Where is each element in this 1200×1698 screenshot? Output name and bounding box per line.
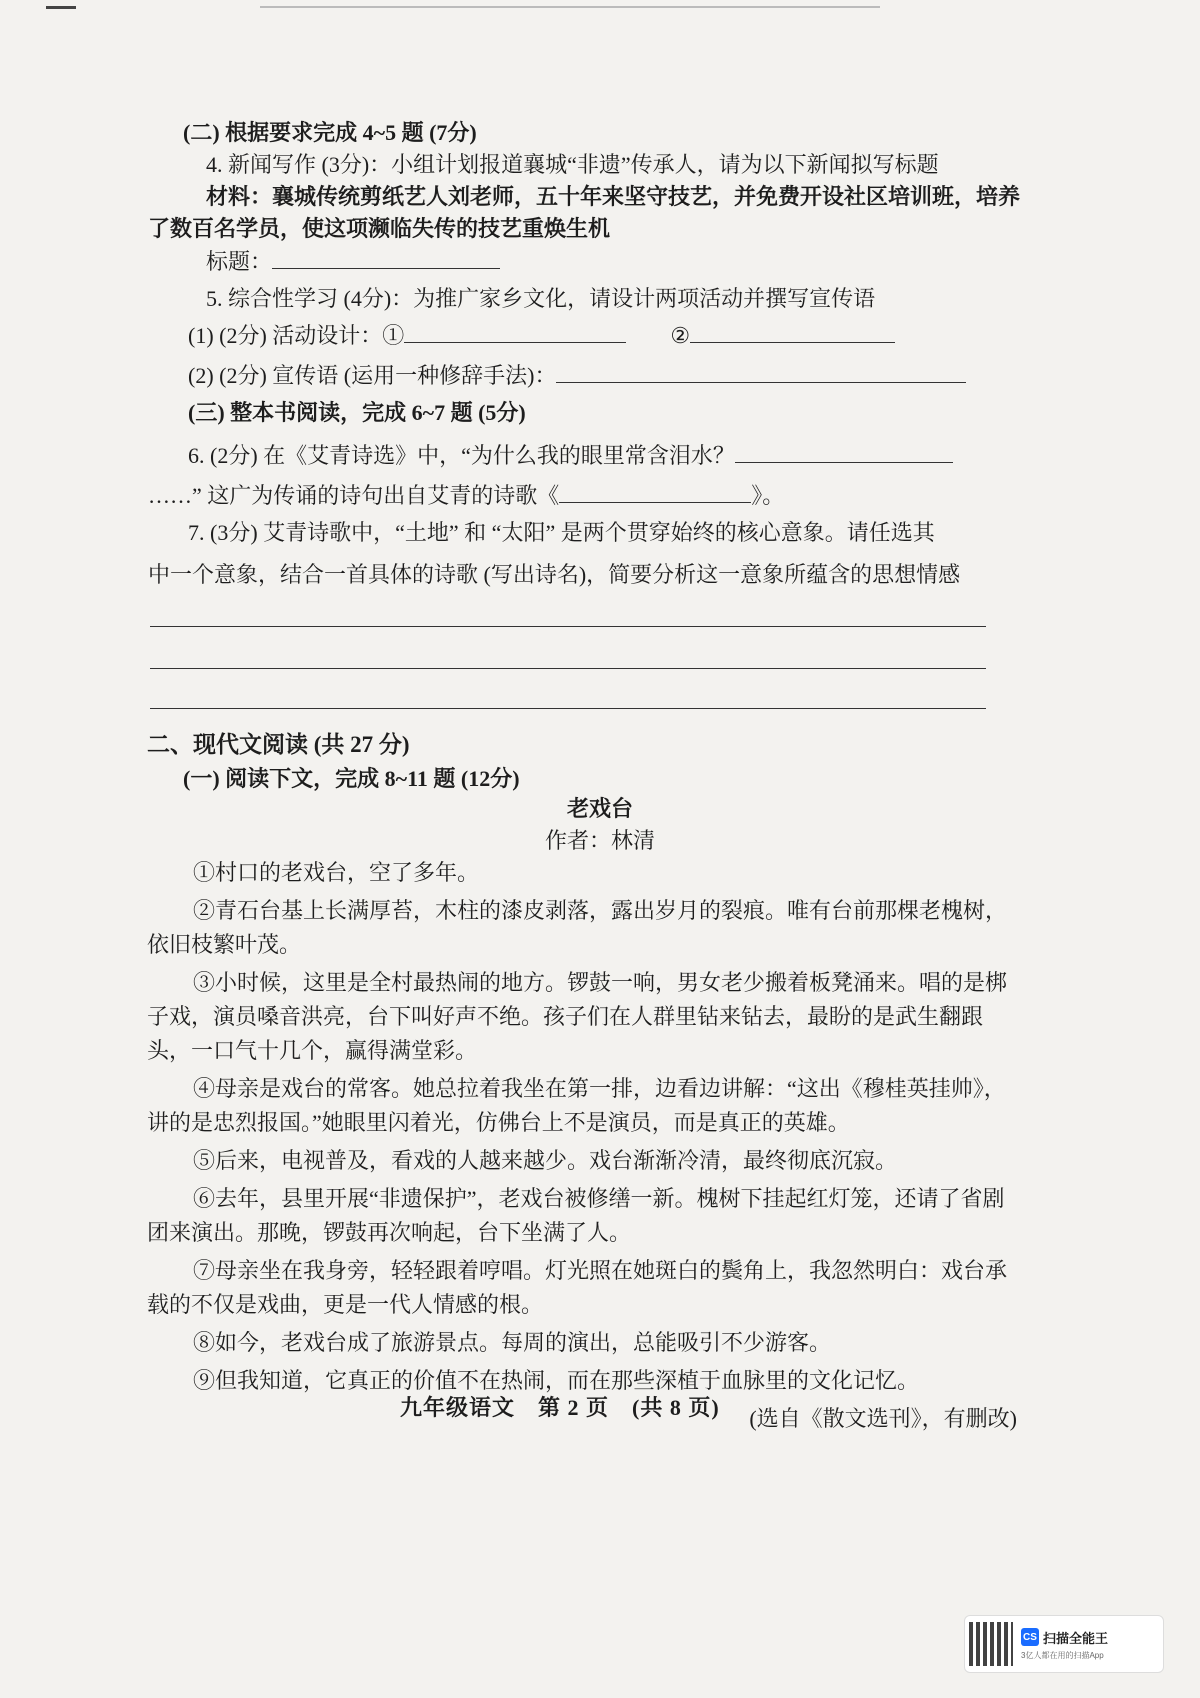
section3-header: (三) 整本书阅读，完成 6~7 题 (5分): [188, 400, 526, 425]
q4-title-label: 标题：: [206, 249, 273, 274]
article-paragraph-4: ④母亲是戏台的常客。她总拉着我坐在第一排，边看边讲解：“这出《穆桂英挂帅》，讲的是忠烈报国。”她眼里闪着光，仿佛台上不是演员，而是真正的英雄。: [147, 1076, 1006, 1135]
scanner-app-name: 扫描全能王: [1043, 1630, 1109, 1646]
q7-line2: 中一个意象，结合一首具体的诗歌 (写出诗名)，简要分析这一意象所蕴含的思想情感: [148, 562, 961, 587]
q5-sub2-row: [188, 360, 966, 391]
q4-title-row: [206, 246, 500, 277]
q5-activity2-blank[interactable]: [690, 320, 895, 343]
article-paragraph-1: ①村口的老戏台，空了多年。: [193, 860, 480, 885]
q5-prompt: 5. 综合性学习 (4分)：为推广家乡文化，请设计两项活动并撰写宣传语: [206, 286, 876, 311]
q7-answer-line-3[interactable]: [150, 708, 986, 709]
q5-sub1-mark2: ②: [670, 323, 691, 348]
q6-poem-blank[interactable]: [559, 480, 751, 503]
q4-material-line2: 了数百名学员，使这项濒临失传的技艺重焕生机: [148, 216, 611, 241]
q6-line1-row: [188, 440, 953, 471]
q5-activity1-blank[interactable]: [404, 320, 626, 343]
q5-sub1-label: (1) (2分) 活动设计：①: [188, 323, 405, 348]
q7-line1: 7. (3分) 艾青诗歌中，“土地” 和 “太阳” 是两个贯穿始终的核心意象。请任选其: [188, 520, 935, 545]
article-title: 老戏台: [566, 796, 633, 821]
scan-edge: [260, 6, 880, 8]
article-body: [147, 856, 1017, 1436]
article-paragraph-2: ②青石台基上长满厚苔，木柱的漆皮剥落，露出岁月的裂痕。唯有台前那棵老槐树，依旧枝繁叶茂。: [147, 898, 1008, 957]
qr-code-icon: [969, 1622, 1013, 1666]
part2-header: 二、现代文阅读 (共 27 分): [147, 732, 410, 757]
q5-sub2-label: (2) (2分) 宣传语 (运用一种修辞手法)：: [188, 363, 557, 388]
article-author: 作者：林清: [544, 828, 655, 853]
q5-sub1-row: [188, 320, 895, 351]
article-paragraph-6: ⑥去年，县里开展“非遗保护”，老戏台被修缮一新。槐树下挂起红灯笼，还请了省剧团来演出。那晚，锣鼓再次响起，台下坐满了人。: [147, 1186, 1005, 1245]
camscanner-logo-icon: CS: [1021, 1628, 1039, 1646]
q4-material-line1: 材料：襄城传统剪纸艺人刘老师，五十年来坚守技艺，并免费开设社区培训班，培养: [206, 184, 1021, 209]
article-paragraph-5: ⑤后来，电视普及，看戏的人越来越少。戏台渐渐冷清，最终彻底沉寂。: [193, 1148, 898, 1173]
article-paragraph-7: ⑦母亲坐在我身旁，轻轻跟着哼唱。灯光照在她斑白的鬓角上，我忽然明白：戏台承载的不仅是戏曲，更是一代人情感的根。: [147, 1258, 1008, 1317]
q6-line2-row: [148, 480, 784, 511]
q6-line1: 6. (2分) 在《艾青诗选》中，“为什么我的眼里常含泪水？: [188, 443, 735, 468]
q5-slogan-blank[interactable]: [556, 360, 966, 383]
page-footer: 九年级语文 第 2 页 (共 8 页): [400, 1395, 720, 1420]
part2-subheader: (一) 阅读下文，完成 8~11 题 (12分): [183, 766, 520, 791]
q7-answer-line-1[interactable]: [150, 626, 986, 627]
scanner-watermark: [964, 1615, 1164, 1673]
scanner-app-tagline: 3亿人都在用的扫描App: [1021, 1650, 1104, 1660]
q4-prompt: 4. 新闻写作 (3分)：小组计划报道襄城“非遗”传承人，请为以下新闻拟写标题: [206, 152, 939, 177]
q6-line2-pre: ……” 这广为传诵的诗句出自艾青的诗歌《: [148, 483, 560, 508]
q7-answer-line-2[interactable]: [150, 668, 986, 669]
section2-header: (二) 根据要求完成 4~5 题 (7分): [183, 120, 477, 145]
q6-blank1[interactable]: [735, 440, 953, 463]
article-paragraph-9: ⑨但我知道，它真正的价值不在热闹，而在那些深植于血脉里的文化记忆。: [193, 1368, 920, 1393]
q4-title-blank[interactable]: [272, 246, 500, 269]
article-paragraph-3: ③小时候，这里是全村最热闹的地方。锣鼓一响，男女老少搬着板凳涌来。唱的是梆子戏，演员嗓音洪亮，台下叫好声不绝。孩子们在人群里钻来钻去，最盼的是武生翻跟头，一口气十几个，赢得满堂彩。: [147, 970, 1008, 1063]
article-source: (选自《散文选刊》，有删改): [749, 1406, 1017, 1431]
scan-mark: [46, 6, 76, 9]
q6-line2-post: 》。: [751, 483, 785, 508]
article-paragraph-8: ⑧如今，老戏台成了旅游景点。每周的演出，总能吸引不少游客。: [193, 1330, 832, 1355]
scanner-info: [1021, 1628, 1108, 1661]
